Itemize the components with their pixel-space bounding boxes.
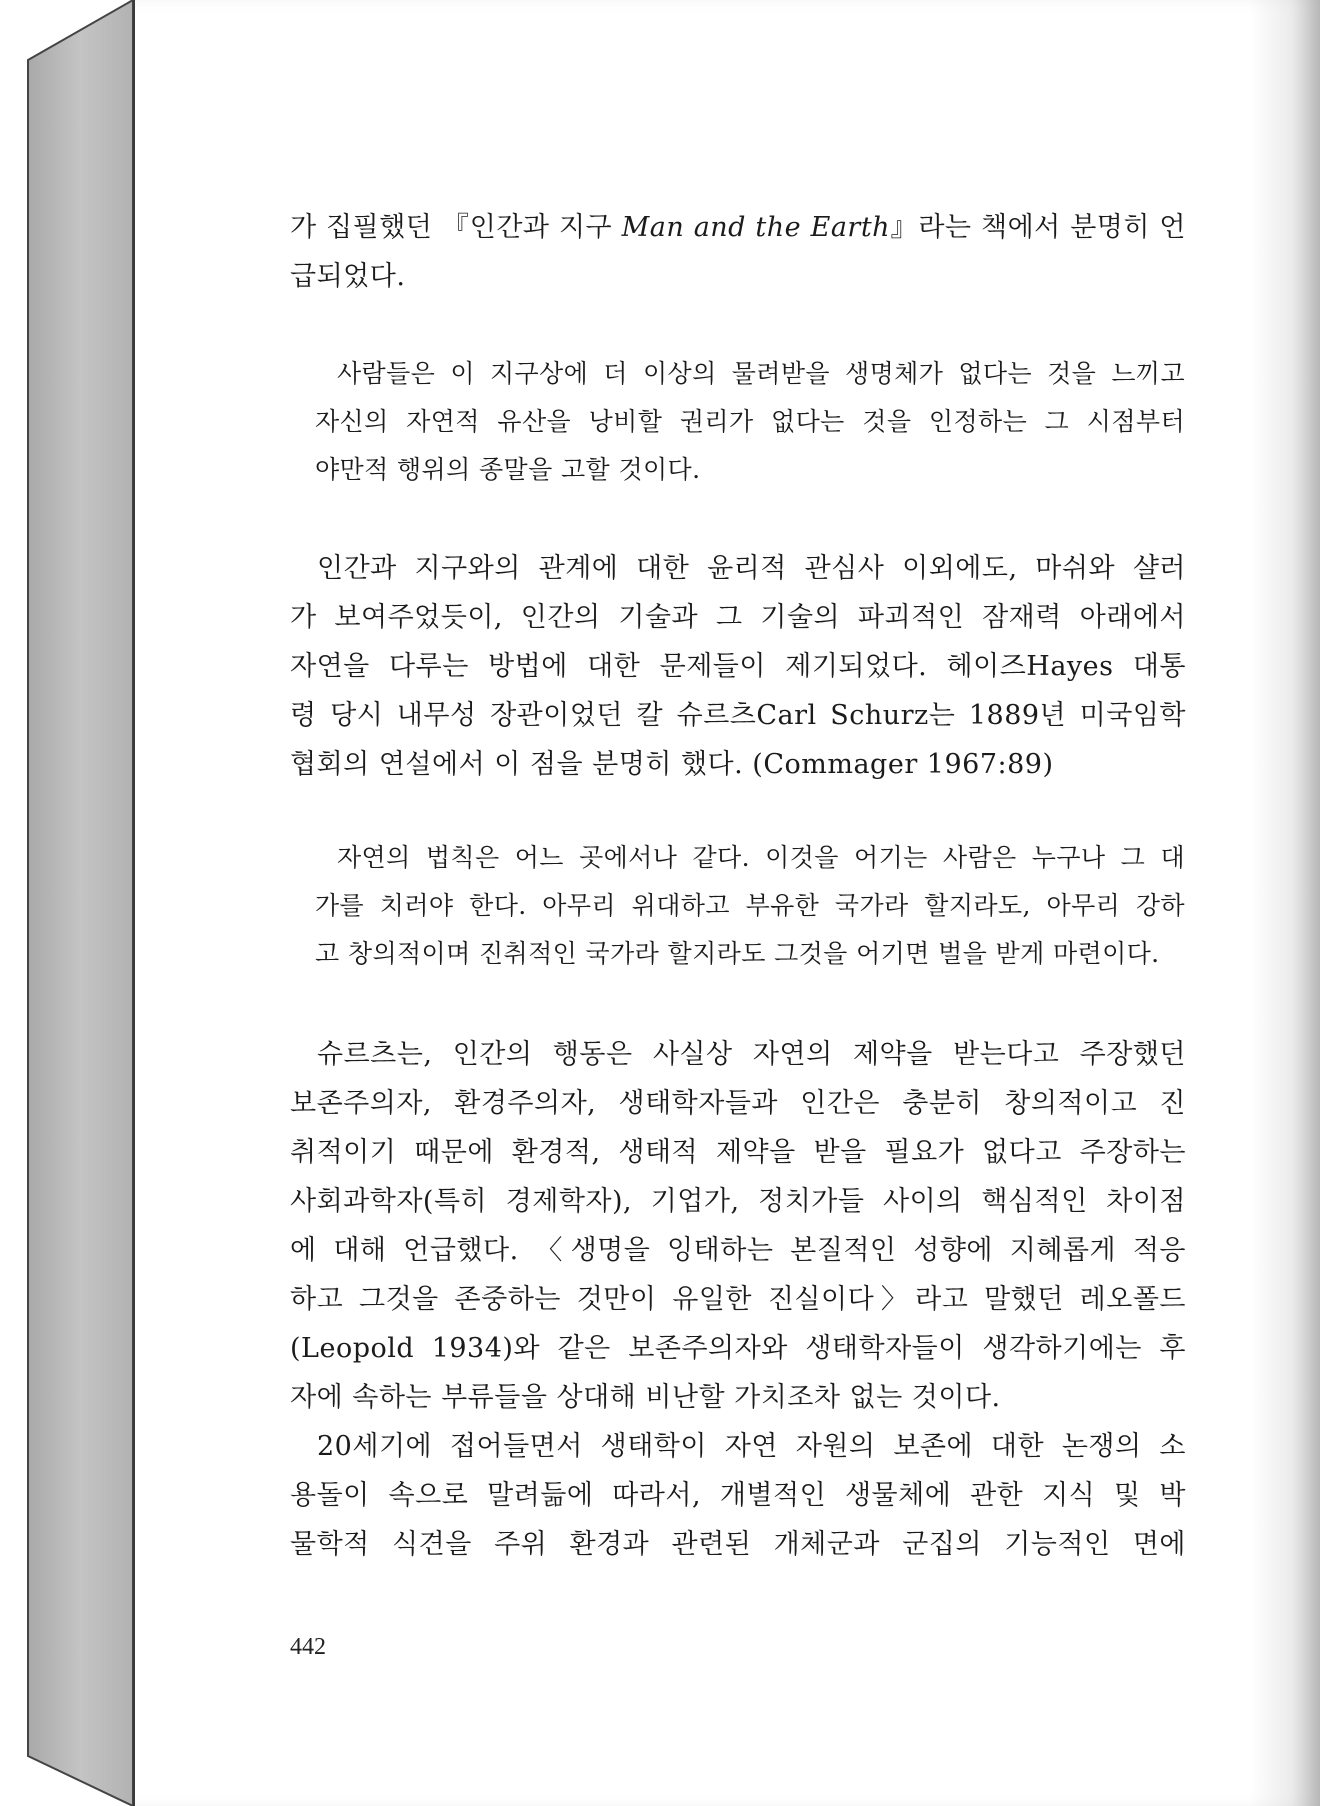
paragraph-3-line-6: 하고 그것을 존중하는 것만이 유일한 진실이다〉라고 말했던 레오폴드	[290, 1284, 1186, 1315]
page-edge-shadow	[1250, 0, 1320, 1806]
paragraph-3-line-1: 슈르츠는, 인간의 행동은 사실상 자연의 제약을 받는다고 주장했던	[317, 1039, 1186, 1070]
quote-2-line-2: 가를 치러야 한다. 아무리 위대하고 부유한 국가라 할지라도, 아무리 강하	[315, 891, 1185, 920]
paragraph-3-line-2: 보존주의자, 환경주의자, 생태학자들과 인간은 충분히 창의적이고 진	[290, 1088, 1186, 1119]
page-number: 442	[290, 1634, 326, 1660]
paragraph-3-line-3: 취적이기 때문에 환경적, 생태적 제약을 받을 필요가 없다고 주장하는	[290, 1137, 1186, 1168]
quote-1-line-1: 사람들은 이 지구상에 더 이상의 물려받을 생명체가 없다는 것을 느끼고	[337, 359, 1185, 388]
quote-2-line-1: 자연의 법칙은 어느 곳에서나 같다. 이것을 어기는 사람은 누구나 그 대	[337, 843, 1185, 872]
paragraph-3-line-8: 자에 속하는 부류들을 상대해 비난할 가치조차 없는 것이다.	[290, 1382, 1001, 1413]
paragraph-3-line-7: (Leopold 1934)와 같은 보존주의자와 생태학자들이 생각하기에는 후	[290, 1333, 1186, 1364]
quote-2-line-3: 고 창의적이며 진취적인 국가라 할지라도 그것을 어기면 벌을 받게 마련이다.	[315, 939, 1160, 968]
paragraph-3-line-5: 에 대해 언급했다. 〈생명을 잉태하는 본질적인 성향에 지혜롭게 적응	[290, 1235, 1186, 1266]
paragraph-2-line-2: 가 보여주었듯이, 인간의 기술과 그 기술의 파괴적인 잠재력 아래에서	[290, 602, 1186, 633]
paragraph-3	[290, 1030, 1186, 1422]
paragraph-2-line-1: 인간과 지구와의 관계에 대한 윤리적 관심사 이외에도, 마쉬와 샬러	[317, 553, 1186, 584]
paragraph-2-line-4: 령 당시 내무성 장관이었던 칼 슈르츠Carl Schurz는 1889년 미국임학	[290, 700, 1186, 731]
paragraph-4-line-2: 용돌이 속으로 말려듦에 따라서, 개별적인 생물체에 관한 지식 및 박	[290, 1480, 1186, 1511]
paragraph-2-line-5: 협회의 연설에서 이 점을 분명히 했다. (Commager 1967:89)	[290, 749, 1054, 780]
paragraph-4-line-3: 물학적 식견을 주위 환경과 관련된 개체군과 군집의 기능적인 면에	[290, 1529, 1186, 1560]
paragraph-2	[290, 544, 1186, 789]
paragraph-1	[290, 203, 1186, 301]
quote-1	[315, 350, 1185, 494]
paragraph-3-line-4: 사회과학자(특히 경제학자), 기업가, 정치가들 사이의 핵심적인 차이점	[290, 1186, 1186, 1217]
paragraph-2-line-3: 자연을 다루는 방법에 대한 문제들이 제기되었다. 헤이즈Hayes 대통	[290, 651, 1186, 682]
paragraph-1-line-2: 급되었다.	[290, 261, 406, 292]
quote-1-line-2: 자신의 자연적 유산을 낭비할 권리가 없다는 것을 인정하는 그 시점부터	[315, 407, 1185, 436]
quote-2	[315, 834, 1185, 978]
paragraph-4	[290, 1422, 1186, 1569]
quote-1-line-3: 야만적 행위의 종말을 고할 것이다.	[315, 455, 701, 484]
book-title-english: Man and the Earth	[621, 212, 891, 243]
paragraph-1-line-1: 가 집필했던 『인간과 지구 Man and the Earth』라는 책에서 분명히 언	[290, 212, 1186, 243]
paragraph-4-line-1: 20세기에 접어들면서 생태학이 자연 자원의 보존에 대한 논쟁의 소	[317, 1431, 1186, 1462]
